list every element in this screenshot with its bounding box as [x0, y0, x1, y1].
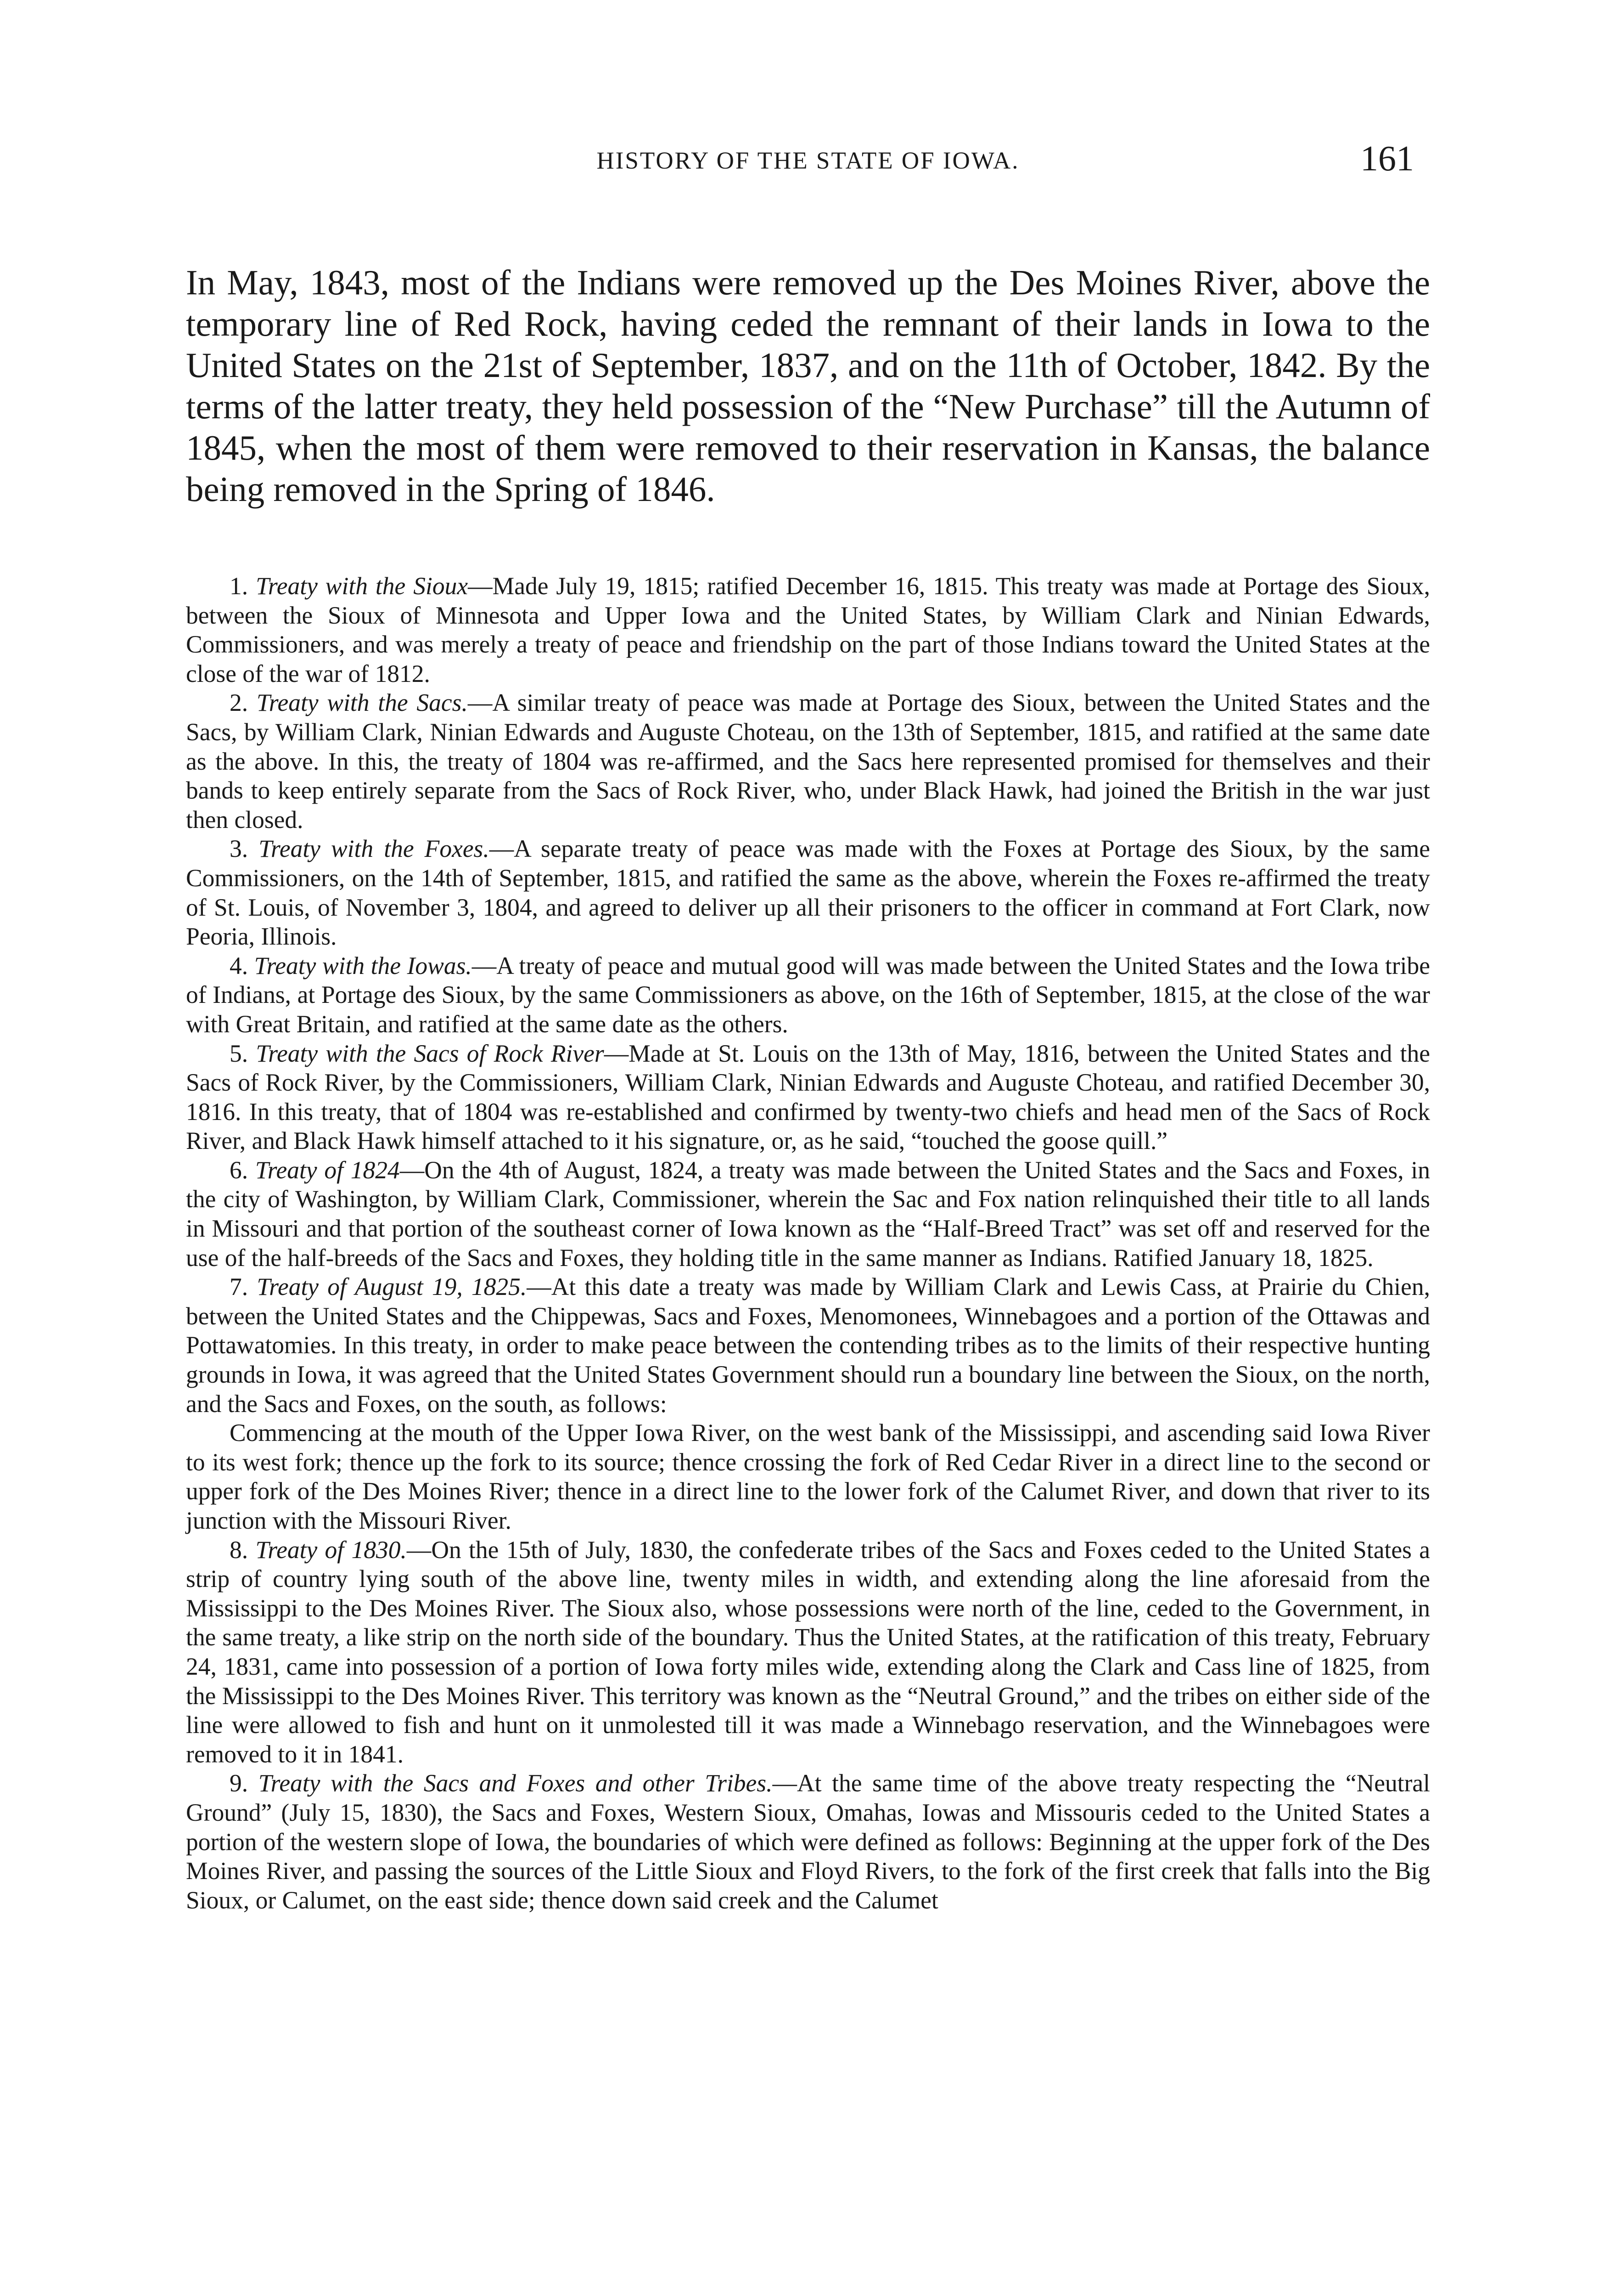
note-title: Treaty with the Sacs and Foxes and other Tribes. — [258, 1769, 773, 1797]
note-title: Treaty with the Foxes. — [258, 835, 489, 863]
treaty-note — [186, 572, 1430, 688]
note-number: 3. — [230, 835, 248, 863]
note-text: —Made at St. Louis on the 13th of May, 1816, between the United States and the Sacs of Rock River, by the Commissioners, William Clark, Ninian Edwards and Auguste Choteau, and ratified December 30, 1816. In this treaty, that of 1804 was re-established and confirmed by twenty-two chiefs and head men of the Sacs of Rock River, and Black Hawk himself attached to it his signature, or, as he said, “touched the goose quill.” — [186, 1039, 1430, 1155]
treaty-note — [186, 951, 1430, 1039]
note-title: Treaty of 1824 — [255, 1156, 400, 1184]
note-text: —On the 4th of August, 1824, a treaty was made between the United States and the Sacs and Foxes, in the city of Washington, by William Clark, Commissioner, wherein the Sac and Fox nation relinquished their title to all lands in Missouri and that portion of the southeast corner of Iowa known as the “Half-Breed Tract” was set off and reserved for the use of the half-breeds of the Sacs and Foxes, they holding title in the same manner as Indians. Ratified January 18, 1825. — [186, 1156, 1430, 1272]
note-text: Commencing at the mouth of the Upper Iowa River, on the west bank of the Mississippi, and ascending said Iowa River to its west fork; thence up the fork to its source; thence crossing the fork of Red Cedar River in a direct line to the second or upper fork of the Des Moines River; thence in a direct line to the lower fork of the Calumet River, and down that river to its junction with the Missouri River. — [186, 1419, 1430, 1534]
running-head — [202, 138, 1414, 188]
note-text: —Made July 19, 1815; ratified December 16, 1815. This treaty was made at Portage des Sioux, between the Sioux of Minnesota and Upper Iowa and the United States, by William Clark and Ninian Edwards, Commissioners, and was merely a treaty of peace and friendship on the part of those Indians toward the United States at the close of the war of 1812. — [186, 572, 1430, 687]
note-title: Treaty with the Sacs. — [256, 689, 468, 717]
note-number: 4. — [230, 951, 248, 979]
note-text: —A similar treaty of peace was made at Portage des Sioux, between the United States and the Sacs, by William Clark, Ninian Edwards and Auguste Choteau, on the 13th of September, 1815, and ratified at the same date as the above. In this, the treaty of 1804 was re-affirmed, and the Sacs here represented promised for themselves and their bands to keep entirely separate from the Sacs of Rock River, who, under Black Hawk, had joined the British in the war just then closed. — [186, 689, 1431, 833]
note-number: 2. — [230, 689, 248, 717]
note-text: —A separate treaty of peace was made with the Foxes at Portage des Sioux, by the same Commissioners, on the 14th of September, 1815, and ratified the same as the above, wherein the Foxes re-affirmed the treaty of St. Louis, of November 3, 1804, and agreed to deliver up all their prisoners to the officer in command at Fort Clark, now Peoria, Illinois. — [186, 835, 1430, 951]
treaty-note — [186, 1156, 1430, 1272]
note-title: Treaty with the Iowas. — [254, 951, 472, 979]
treaty-notes — [186, 572, 1430, 1915]
note-text: —At the same time of the above treaty respecting the “Neutral Ground” (July 15, 1830), the Sacs and Foxes, Western Sioux, Omahas, Iowas and Missouris ceded to the United States a portion of the western slope of Iowa, the boundaries of which were defined as follows: Beginning at the upper fork of the Des Moines River, and passing the sources of the Little Sioux and Floyd Rivers, to the fork of the first creek that falls into the Big Sioux, or Calumet, on the east side; thence down said creek and the Calumet — [186, 1769, 1431, 1914]
note-number: 8. — [230, 1536, 248, 1564]
boundary-description — [186, 1418, 1430, 1535]
note-number: 1. — [230, 572, 248, 600]
running-title: HISTORY OF THE STATE OF IOWA. — [596, 147, 1020, 174]
note-title: Treaty with the Sacs of Rock River — [256, 1039, 604, 1067]
note-number: 7. — [230, 1273, 248, 1301]
treaty-note — [186, 688, 1430, 834]
note-text: —A treaty of peace and mutual good will was made between the United States and the Iowa tribe of Indians, at Portage des Sioux, by the same Commissioners as above, on the 16th of September, 1815, at the close of the war with Great Britain, and ratified at the same date as the others. — [186, 951, 1430, 1038]
note-text: —At this date a treaty was made by William Clark and Lewis Cass, at Prairie du Chien, between the United States and the Chippewas, Sacs and Foxes, Menomonees, Winnebagoes and a portion of the Ottawas and Pottawatomies. In this treaty, in order to make peace between the contending tribes as to the limits of their respective hunting grounds in Iowa, it was agreed that the United States Government should run a boundary line between the Sioux, on the north, and the Sacs and Foxes, on the south, as follows: — [186, 1273, 1430, 1418]
note-text: —On the 15th of July, 1830, the confederate tribes of the Sacs and Foxes ceded to the United States a strip of country lying south of the above line, twenty miles in width, and extending along the line aforesaid from the Mississippi to the Des Moines River. The Sioux also, whose possessions were north of the line, ceded to the Government, in the same treaty, a like strip on the north side of the boundary. Thus the United States, at the ratification of this treaty, February 24, 1831, came into possession of a portion of Iowa forty miles wide, extending along the Clark and Cass line of 1825, from the Mississippi to the Des Moines River. This territory was known as the “Neutral Ground,” and the tribes on either side of the line were allowed to fish and hunt on it unmolested till it was made a Winnebago reservation, and the Winnebagoes were removed to it in 1841. — [186, 1536, 1431, 1768]
note-title: Treaty with the Sioux — [256, 572, 468, 600]
treaty-note — [186, 1039, 1430, 1156]
note-number: 9. — [230, 1769, 248, 1797]
lead-paragraph: In May, 1843, most of the Indians were removed up the Des Moines River, above the temporary line of Red Rock, having ceded the remnant of their lands in Iowa to the United States on the 21st of September, 1837, and on the 11th of October, 1842. By the terms of the latter treaty, they held possession of the “New Purchase” till the Autumn of 1845, when the most of them were removed to their reservation in Kansas, the balance being removed in the Spring of 1846. — [186, 263, 1430, 509]
note-title: Treaty of 1830. — [255, 1536, 407, 1564]
treaty-note — [186, 1536, 1430, 1769]
treaty-note — [186, 834, 1430, 951]
treaty-note — [186, 1272, 1430, 1418]
note-number: 5. — [230, 1039, 248, 1067]
note-title: Treaty of August 19, 1825. — [257, 1273, 527, 1301]
page-number: 161 — [1360, 138, 1414, 178]
note-number: 6. — [230, 1156, 248, 1184]
treaty-note — [186, 1769, 1430, 1915]
